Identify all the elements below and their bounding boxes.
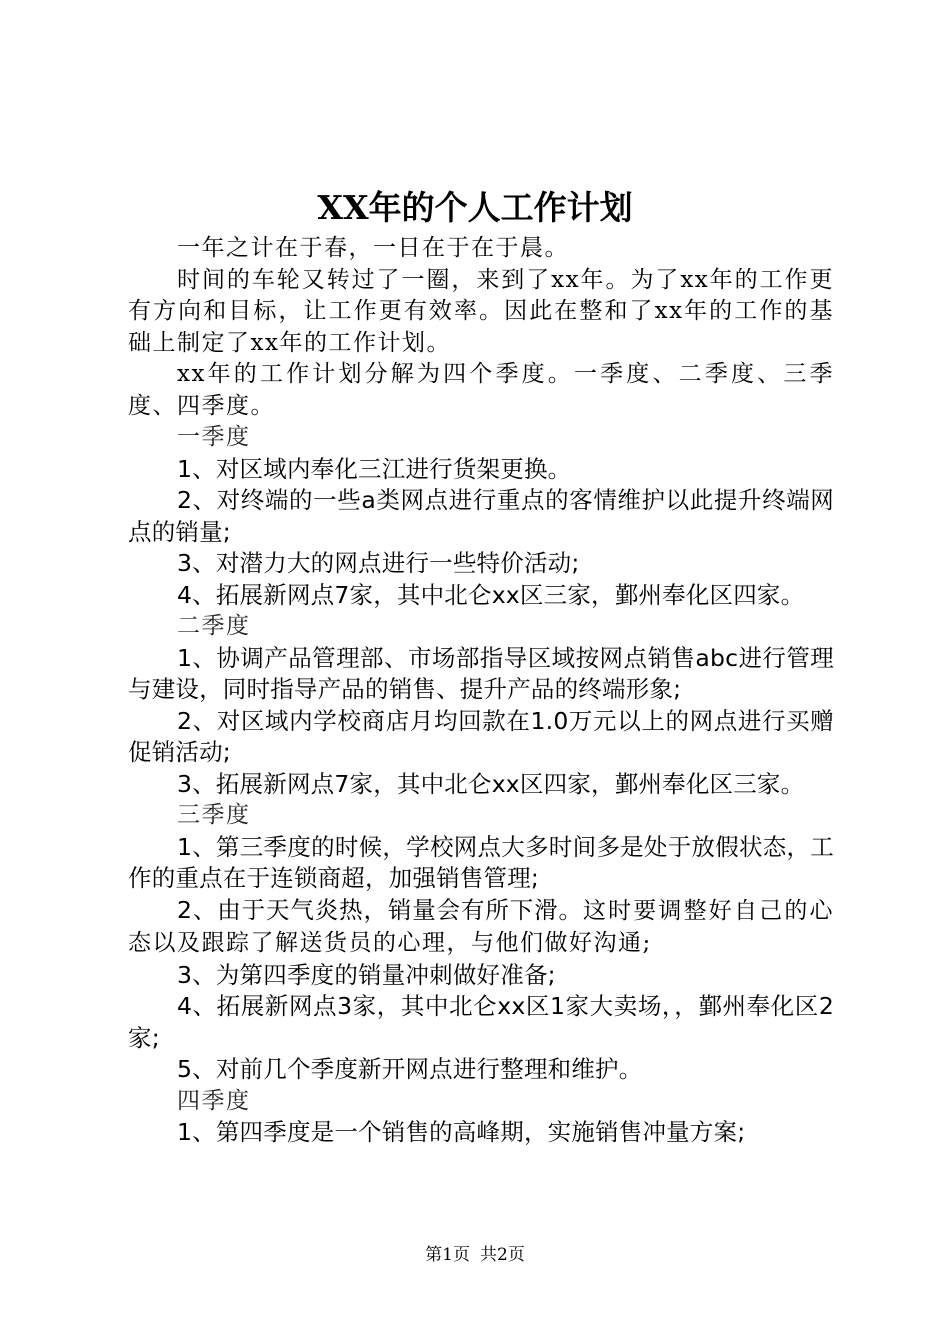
document-title: XX年的个人工作计划 [317, 188, 633, 227]
q3-item-2 [128, 895, 834, 960]
page-number: 第1页 [425, 1245, 470, 1265]
intro-paragraph-3: xx年的工作计划分解为四个季度。一季度、二季度、三季度、四季度。 [128, 361, 834, 419]
q2-item-3: 3、拓展新网点7家，其中北仑xx区四家，鄞州奉化区三家。 [177, 769, 805, 798]
q2-heading: 二季度 [177, 613, 251, 639]
q1-item-4: 4、拓展新网点7家，其中北仑xx区三家，鄞州奉化区四家。 [177, 580, 805, 609]
page-footer [0, 1243, 950, 1267]
q1-item-3: 3、对潜力大的网点进行一些特价活动; [177, 549, 580, 577]
q4-item-1: 1、第四季度是一个销售的高峰期，实施销售冲量方案; [177, 1118, 746, 1146]
intro-paragraph-2: 时间的车轮又转过了一圈，来到了xx年。为了xx年的工作更有方向和目标，让工作更有效率。因此在整和了xx年的工作的基础上制定了xx年的工作计划。 [128, 266, 834, 356]
intro-paragraph-1: 一年之计在于春，一日在于在于晨。 [177, 235, 569, 261]
q3-item-2-part-b: 这时要调整好自己的心态以及跟踪了解送货员的心理，与他们做好沟通; [128, 897, 834, 956]
document-body [128, 233, 834, 1149]
q3-item-2-part-a: 2、由于天气炎热，销量会有所下滑。 [177, 895, 583, 924]
q1-heading: 一季度 [177, 424, 251, 450]
q3-heading: 三季度 [177, 802, 251, 828]
q2-item-1: 1、协调产品管理部、市场部指导区域按网点销售abc进行管理与建设，同时指导产品的销售、提升产品的终端形象; [128, 643, 834, 703]
q3-item-1: 1、第三季度的时候，学校网点大多时间多是处于放假状态，工作的重点在于连锁商超，加强销售管理; [128, 832, 834, 892]
page-total: 共2页 [480, 1245, 525, 1265]
q3-item-5: 5、对前几个季度新开网点进行整理和维护。 [177, 1055, 643, 1083]
q2-item-2: 2、对区域内学校商店月均回款在1.0万元以上的网点进行买赠促销活动; [128, 706, 834, 766]
q1-item-1: 1、对区域内奉化三江进行货架更换。 [177, 454, 572, 483]
q3-item-4: 4、拓展新网点3家，其中北仑xx区1家大卖场，，鄞州奉化区2家; [128, 992, 834, 1052]
q3-item-3: 3、为第四季度的销量冲刺做好准备; [177, 960, 556, 989]
q4-heading: 四季度 [177, 1087, 251, 1114]
q1-item-2: 2、对终端的一些a类网点进行重点的客情维护以此提升终端网点的销量; [128, 486, 834, 546]
